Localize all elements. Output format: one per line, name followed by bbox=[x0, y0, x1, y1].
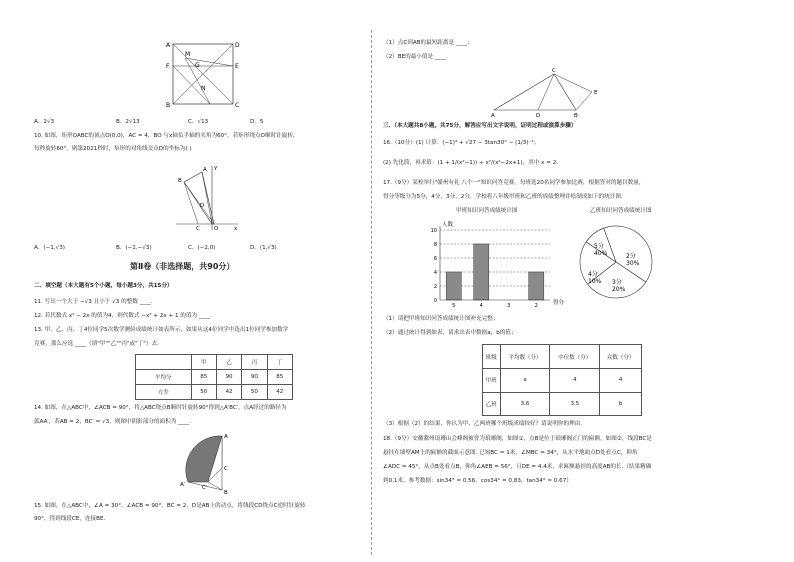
bar-x-tick-label: 2 bbox=[534, 303, 538, 309]
q9-option-b: B．2√13 bbox=[116, 119, 140, 125]
table-cell: 乙班 bbox=[483, 392, 501, 416]
bar-chart-title: 甲班知识问答成绩统计图 bbox=[456, 208, 518, 214]
table-q17 bbox=[482, 344, 642, 416]
pie-value-2: 30% bbox=[626, 260, 640, 267]
table-cell: 90 bbox=[242, 370, 267, 385]
bar-y-label: 人数 bbox=[442, 222, 454, 228]
table-header-cell: 众数（分） bbox=[600, 345, 642, 369]
table-header-cell: 甲 bbox=[191, 355, 216, 370]
table-cell: b bbox=[600, 392, 642, 416]
table-header-cell bbox=[136, 355, 192, 370]
q13-text-2: 竞赛，那么应选 ____（填"甲""乙""丙"或"丁"）去. bbox=[34, 341, 159, 347]
bar-x-tick-label: 3 bbox=[507, 303, 511, 309]
section3-title: 三、（本大题共8小题，共75分，解答应写出文字说明，证明过程或演算步骤） bbox=[383, 123, 577, 129]
fig9-label-g: G bbox=[195, 62, 200, 69]
fig14-label-c: C bbox=[224, 466, 228, 472]
table-cell: 50 bbox=[242, 385, 267, 400]
q9-option-a: A．2√3 bbox=[34, 119, 55, 125]
part2-title: 第Ⅱ卷（非选择题，共90分） bbox=[130, 262, 235, 271]
q18-text-3: ∠ADC = 45°，从点B处看点B，仰角∠AEB = 56°，且DE = 4.4米，求匾额悬挂的高度AB的长.（结果精确 bbox=[383, 464, 652, 470]
pie-label-2: 2分 bbox=[626, 253, 636, 260]
q17-sub-3: （3）根据（2）的结果，你认为甲、乙两班哪个班级成绩较好？请说明你的理由. bbox=[383, 421, 583, 427]
table-row bbox=[483, 345, 642, 369]
fig15-label-e: E bbox=[594, 90, 598, 96]
table-header-cell: 丙 bbox=[242, 355, 267, 370]
pie-label-5: 5分 bbox=[594, 243, 604, 250]
table-cell: 42 bbox=[267, 385, 292, 400]
bar-y-tick-label: 2 bbox=[433, 284, 437, 290]
fig9-label-d: D bbox=[235, 42, 240, 49]
q10-text-1: 10. 如图，矩形OABC的顶点O(0,0)，AC = 4，BO 与x轴负半轴的夹角为60°，若矩形绕点O顺时针旋转， bbox=[34, 133, 299, 139]
fig10-label-x: x bbox=[234, 226, 238, 232]
fig14-label-b: B bbox=[224, 490, 228, 496]
q17-text-2: 得分等级分为5分，4分，3分，2分，学校将八年级甲班和乙班的成绩整理并绘制成如下的统计图. bbox=[383, 194, 623, 200]
figure-q10 bbox=[172, 162, 242, 232]
figure-q14 bbox=[180, 428, 240, 498]
fig10-label-a: A bbox=[203, 167, 207, 173]
fig15-label-d: D bbox=[536, 113, 541, 119]
bar-5 bbox=[446, 272, 461, 300]
fig10-label-o: O bbox=[214, 226, 219, 232]
table-q13 bbox=[135, 354, 293, 400]
q17-sub-2: （2）通过统计得到如表，请求出表中数据a，b的值； bbox=[383, 330, 517, 336]
table-row bbox=[483, 392, 642, 416]
q18-text-1: 18.（9分）安徽滁州琅琊山会峰阁被誉为琅琊阁，如图①，点B是位于琅琊阁正门的匾额，如图②，线段BC是 bbox=[383, 436, 652, 442]
fig9-label-a: A bbox=[166, 42, 171, 49]
q15-text-2: 90°，得到线段CE，连接BE. bbox=[34, 516, 106, 522]
q13-text-1: 13. 甲、乙、丙、丁4位同学5次数学测验成绩统计如表所示，如果从这4位同学中选出1位同学参加数学 bbox=[34, 327, 289, 333]
table-cell: 50 bbox=[191, 385, 216, 400]
fig9-label-c: C bbox=[235, 102, 240, 109]
fig10-label-c: C bbox=[196, 226, 200, 232]
q15-sub-1: （1）点C到AB的最短距离是 ____； bbox=[383, 40, 473, 46]
q11-text: 11. 写出一个大于 −√3 且小于 √3 的整数 ____. bbox=[34, 299, 153, 305]
table-header-cell: 中位数（分） bbox=[550, 345, 600, 369]
table-row bbox=[136, 370, 293, 385]
q18-text-4: 到0.1米，参考数据：sin34° ≈ 0.56，cos34° ≈ 0.83，tan34° ≈ 0.67） bbox=[383, 478, 572, 484]
pie-value-3: 20% bbox=[612, 286, 626, 293]
pie-chart bbox=[576, 220, 656, 300]
table-header-cell: 丁 bbox=[267, 355, 292, 370]
fig15-label-c: C bbox=[552, 68, 556, 74]
column-divider bbox=[371, 30, 372, 555]
figure-q9 bbox=[165, 40, 245, 110]
q16-part1: 16.（10分）(1) 计算：(−1)⁴ + √27 − 3tan30° − (1/3)⁻¹； bbox=[383, 140, 540, 146]
table-cell: a bbox=[500, 369, 550, 393]
pie-value-4: 10% bbox=[588, 278, 602, 285]
bar-2 bbox=[529, 272, 544, 300]
q9-option-c: C．√13 bbox=[188, 119, 209, 125]
q10-option-b: B．(−1,−√3) bbox=[116, 245, 152, 251]
bar-y-tick-label: 10 bbox=[430, 228, 437, 234]
table-cell: 4 bbox=[550, 369, 600, 393]
bar-y-tick-label: 4 bbox=[433, 270, 437, 276]
table-cell: 3.5 bbox=[550, 392, 600, 416]
bar-x-tick-label: 5 bbox=[452, 303, 456, 309]
table-header-cell: 班级 bbox=[483, 345, 501, 369]
pie-label-4: 4分 bbox=[588, 271, 598, 278]
table-cell: 85 bbox=[191, 370, 216, 385]
q14-text-1: 14. 如图，在△ABC中，∠ACB = 90°，将△ABC绕点B顺时针旋转90°得到△A′BC′，点A经过的路径为 bbox=[34, 405, 287, 411]
fig14-label-c-prime: C′ bbox=[202, 485, 208, 491]
fig9-label-f: F bbox=[166, 63, 170, 70]
table-cell: 90 bbox=[216, 370, 241, 385]
table-row bbox=[136, 355, 293, 370]
fig9-label-n: N bbox=[201, 85, 206, 92]
fig14-label-a: A bbox=[224, 434, 228, 440]
q9-option-d: D．5 bbox=[250, 119, 264, 125]
q10-text-2: 每秒旋转60°，则第2021秒时，矩形的对角线交点D的坐标为( ) bbox=[34, 146, 192, 152]
table-cell: 甲班 bbox=[483, 369, 501, 393]
q15-sub-2: （2）BE的最小值是 ____. bbox=[383, 54, 448, 60]
bar-y-tick-label: 0 bbox=[433, 298, 437, 304]
table-cell: 平均分 bbox=[136, 370, 192, 385]
pie-label-3: 3分 bbox=[612, 279, 622, 286]
fig10-label-b: B bbox=[178, 178, 182, 184]
table-header-cell: 乙 bbox=[216, 355, 241, 370]
fig9-label-b: B bbox=[166, 102, 171, 109]
table-cell: 方差 bbox=[136, 385, 192, 400]
pie-value-5: 40% bbox=[594, 250, 608, 257]
q15-text-1: 15. 如图，在△ABC中，∠A = 30°，∠ACB = 90°，BC = 2，D是AB上的动点，将线段CD绕点C逆时针旋转 bbox=[34, 503, 306, 509]
table-cell: 42 bbox=[216, 385, 241, 400]
q10-option-c: C．(−2,0) bbox=[188, 245, 216, 251]
fig9-label-m: M bbox=[185, 51, 191, 58]
q17-sub-1: （1）请把甲班知识问答成绩统计图补充完整； bbox=[383, 316, 499, 322]
q12-text: 12. 若代数式 x² − 2x 的值为4，则代数式 −x² + 2x + 1 的值为 ____. bbox=[34, 313, 212, 319]
table-cell: 3.6 bbox=[500, 392, 550, 416]
table-header-cell: 平均数（分） bbox=[500, 345, 550, 369]
fig14-label-a-prime: A′ bbox=[180, 482, 186, 488]
bar-y-tick-label: 6 bbox=[433, 256, 437, 262]
bar-x-tick-label: 4 bbox=[479, 303, 483, 309]
fig10-label-d: D bbox=[200, 203, 205, 209]
figure-q15 bbox=[488, 66, 608, 118]
bar-chart bbox=[420, 218, 570, 313]
q10-option-d: D．(1,√3) bbox=[250, 245, 277, 251]
bar-4 bbox=[474, 244, 489, 300]
bar-y-tick-label: 8 bbox=[433, 242, 437, 248]
fig9-label-e: E bbox=[235, 63, 239, 70]
table-row bbox=[483, 369, 642, 393]
table-cell: 4 bbox=[600, 369, 642, 393]
q17-text-1: 17.（9分）某校举行"赣州有礼 八个一"知识问答竞赛，每班选20名同学参加比赛，根据答对的题目数量， bbox=[383, 180, 645, 186]
pie-chart-title: 乙班知识问答成绩统计图 bbox=[590, 208, 652, 214]
table-cell: 85 bbox=[267, 370, 292, 385]
q18-text-2: 悬挂在墙壁AM上的匾额的截面示意图. 已知BC = 1米，∠MBC = 34°，从水平地面点D处看点C，仰角 bbox=[383, 450, 638, 456]
q10-option-a: A．(−1,√3) bbox=[34, 245, 65, 251]
section2-title: 二、填空题（本大题有5个小题，每小题3分，共15分） bbox=[34, 283, 173, 289]
q16-part2: (2) 先化简，再求值：(1 + 1/(x²−1)) ÷ x²/(x²−2x+1)，其中 x = 2. bbox=[383, 160, 559, 166]
q14-text-2: 弧AA′，若AB = 2，BC′ = √3，则图中阴影部分的面积为 ____. bbox=[34, 419, 192, 425]
fig15-label-a: A bbox=[491, 113, 495, 119]
bar-x-label: 得分 bbox=[553, 300, 565, 306]
fig10-label-y: y bbox=[214, 165, 218, 171]
table-row bbox=[136, 385, 293, 400]
fig15-label-b: B bbox=[574, 113, 578, 119]
